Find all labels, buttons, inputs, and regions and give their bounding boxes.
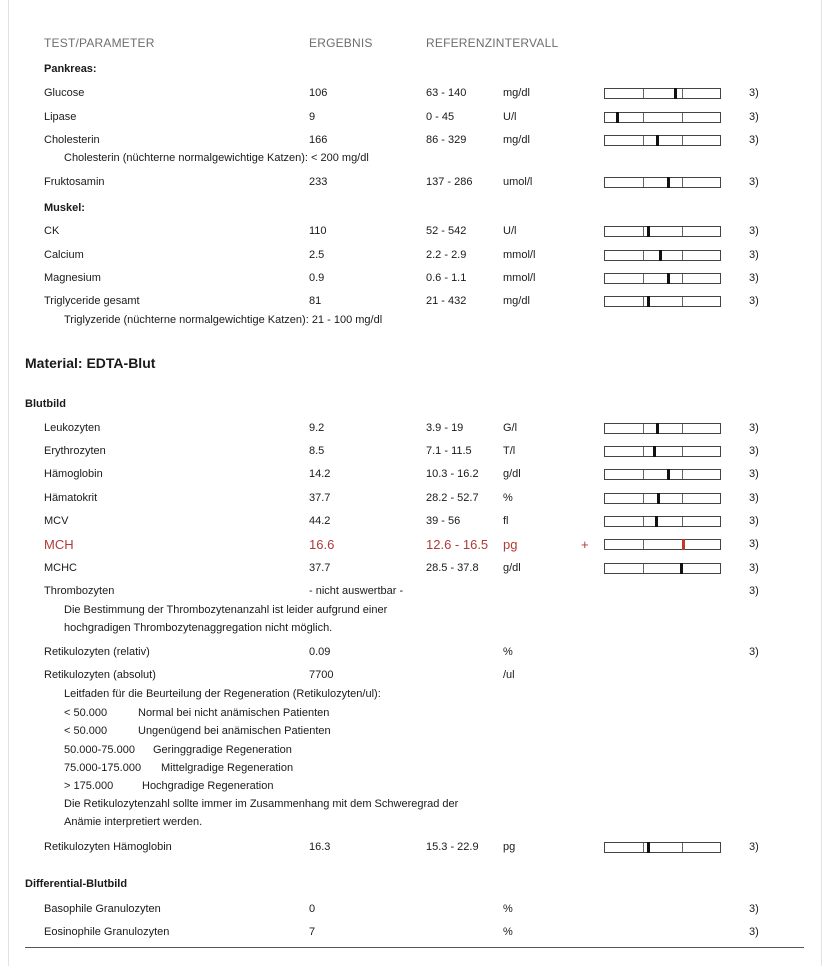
test-reference: 137 - 286 [426, 176, 473, 188]
test-unit: U/l [503, 111, 517, 123]
guide-title: Leitfaden für die Beurteilung der Regeneration (Retikulozyten/ul): [64, 688, 381, 700]
gauge-marker [667, 177, 670, 188]
test-unit: pg [503, 537, 518, 552]
gauge-marker [657, 493, 660, 504]
gauge-marker [653, 446, 656, 457]
guide-range: > 175.000 [64, 780, 114, 793]
test-result: 16.6 [309, 537, 335, 552]
gauge-tick [643, 470, 644, 479]
gauge-tick [643, 843, 644, 852]
test-reference: 86 - 329 [426, 134, 467, 146]
test-unit: fl [503, 515, 509, 527]
test-unit: g/dl [503, 468, 521, 480]
test-result: 0 [309, 903, 316, 915]
test-result: 8.5 [309, 445, 325, 457]
test-name: CK [44, 225, 60, 237]
test-unit: % [503, 903, 513, 915]
guide-text: Ungenügend bei anämischen Patienten [138, 725, 331, 738]
test-name: Magnesium [44, 272, 101, 284]
test-result: 0.09 [309, 646, 331, 658]
gauge-tick [682, 470, 683, 479]
test-result: 44.2 [309, 515, 331, 527]
range-gauge [604, 88, 721, 99]
test-unit: % [503, 646, 513, 658]
gauge-tick [643, 540, 644, 549]
footnote-ref: 3) [749, 295, 759, 307]
gauge-marker [680, 563, 683, 574]
footnote-ref: 3) [749, 538, 759, 550]
footnote-ref: 3) [749, 468, 759, 480]
test-unit: T/l [503, 445, 516, 457]
range-gauge [604, 112, 721, 123]
footnote-ref: 3) [749, 176, 759, 188]
test-unit: U/l [503, 225, 517, 237]
test-reference: 10.3 - 16.2 [426, 468, 479, 480]
gauge-marker [647, 296, 650, 307]
gauge-marker [682, 539, 685, 550]
test-result: 233 [309, 176, 328, 188]
test-reference: 2.2 - 2.9 [426, 249, 467, 261]
test-name: Retikulozyten Hämoglobin [44, 841, 172, 853]
test-unit: umol/l [503, 176, 533, 188]
test-result: 2.5 [309, 249, 325, 261]
range-gauge [604, 842, 721, 853]
gauge-marker [647, 842, 650, 853]
footnote-ref: 3) [749, 562, 759, 574]
guide-text: Mittelgradige Regeneration [161, 761, 294, 774]
test-name: Glucose [44, 87, 85, 99]
reference-note: Triglyzeride (nüchterne normalgewichtige Katzen): 21 - 100 mg/dl [64, 314, 383, 326]
test-name: Calcium [44, 249, 84, 261]
test-result: 37.7 [309, 562, 331, 574]
test-reference: 0.6 - 1.1 [426, 272, 467, 284]
test-result: 9 [309, 111, 316, 123]
test-reference: 21 - 432 [426, 295, 467, 307]
gauge-tick [682, 517, 683, 526]
footnote-ref: 3) [749, 87, 759, 99]
range-gauge [604, 446, 721, 457]
range-gauge [604, 296, 721, 307]
gauge-tick [643, 274, 644, 283]
gauge-marker [616, 112, 619, 123]
test-name: MCHC [44, 562, 77, 574]
test-unit: mmol/l [503, 249, 536, 261]
footnote-ref: 3) [749, 272, 759, 284]
group-title: Blutbild [25, 398, 66, 410]
range-gauge [604, 539, 721, 550]
test-unit: /ul [503, 669, 515, 681]
section-title: Pankreas: [44, 63, 97, 75]
test-reference: 12.6 - 16.5 [426, 537, 489, 552]
test-result: 106 [309, 87, 328, 99]
guide-range: < 50.000 [64, 725, 108, 738]
test-name: Triglyceride gesamt [44, 295, 140, 307]
range-gauge [604, 493, 721, 504]
guide-range: < 50.000 [64, 707, 108, 719]
footnote-ref: 3) [749, 225, 759, 237]
footnote-ref: 3) [749, 134, 759, 146]
guide-text: Hochgradige Regeneration [142, 780, 274, 793]
test-name: Thrombozyten [44, 585, 115, 597]
test-name: Hämoglobin [44, 468, 103, 480]
test-unit: mg/dl [503, 134, 530, 146]
bottom-divider [25, 947, 804, 948]
range-gauge [604, 250, 721, 261]
footnote-ref: 3) [749, 646, 759, 658]
gauge-tick [682, 136, 683, 145]
test-result: 16.3 [309, 841, 331, 853]
test-result: 166 [309, 134, 328, 146]
gauge-tick [643, 494, 644, 503]
test-result: 14.2 [309, 468, 331, 480]
comment-line: Anämie interpretiert werden. [64, 816, 203, 828]
test-reference: 28.2 - 52.7 [426, 492, 479, 504]
footnote-ref: 3) [749, 903, 759, 915]
gauge-tick [682, 89, 683, 98]
gauge-tick [643, 447, 644, 456]
test-unit: mg/dl [503, 295, 530, 307]
gauge-tick [643, 178, 644, 187]
gauge-tick [643, 227, 644, 236]
test-name: Hämatokrit [44, 492, 98, 504]
test-unit: % [503, 926, 513, 938]
test-name: Leukozyten [44, 422, 101, 434]
test-reference: 63 - 140 [426, 87, 467, 99]
test-reference: 39 - 56 [426, 515, 461, 527]
test-reference: 3.9 - 19 [426, 422, 464, 434]
gauge-tick [682, 424, 683, 433]
test-reference: 52 - 542 [426, 225, 467, 237]
footnote-ref: 3) [749, 422, 759, 434]
section-title: Muskel: [44, 202, 85, 214]
footnote-ref: 3) [749, 111, 759, 123]
gauge-marker [655, 516, 658, 527]
test-name: Basophile Granulozyten [44, 903, 161, 915]
footnote-ref: 3) [749, 585, 759, 597]
gauge-tick [643, 424, 644, 433]
gauge-tick [682, 447, 683, 456]
column-header-result: ERGEBNIS [309, 36, 373, 50]
footnote-ref: 3) [749, 249, 759, 261]
test-reference: 15.3 - 22.9 [426, 841, 479, 853]
gauge-tick [682, 113, 683, 122]
test-result: 110 [309, 225, 327, 237]
gauge-marker [647, 226, 650, 237]
gauge-tick [682, 494, 683, 503]
gauge-tick [643, 251, 644, 260]
footnote-ref: 3) [749, 445, 759, 457]
gauge-tick [643, 297, 644, 306]
range-gauge [604, 177, 721, 188]
test-name: Retikulozyten (relativ) [44, 646, 150, 658]
gauge-marker [667, 273, 670, 284]
test-name: Lipase [44, 111, 77, 123]
gauge-marker [667, 469, 670, 480]
test-reference: 0 - 45 [426, 111, 455, 123]
gauge-tick [643, 517, 644, 526]
guide-text: Normal bei nicht anämischen Patienten [138, 707, 330, 719]
footnote-ref: 3) [749, 841, 759, 853]
gauge-marker [656, 135, 659, 146]
gauge-tick [643, 564, 644, 573]
range-gauge [604, 226, 721, 237]
test-flag: + [581, 537, 589, 552]
test-result: 7 [309, 926, 316, 938]
test-result: 9.2 [309, 422, 325, 434]
test-name: Cholesterin [44, 134, 100, 146]
comment-line: hochgradigen Thrombozytenaggregation nicht möglich. [64, 622, 333, 634]
gauge-tick [682, 178, 683, 187]
guide-range: 50.000-75.000 [64, 743, 135, 756]
range-gauge [604, 135, 721, 146]
gauge-tick [682, 297, 683, 306]
test-reference: 7.1 - 11.5 [426, 445, 472, 457]
test-unit: G/l [503, 422, 518, 434]
gauge-marker [656, 423, 659, 434]
test-unit: mg/dl [503, 87, 530, 99]
test-result: 37.7 [309, 492, 331, 504]
test-result: 7700 [309, 669, 334, 681]
gauge-tick [682, 251, 683, 260]
test-reference: 28.5 - 37.8 [426, 562, 479, 574]
gauge-marker [674, 88, 677, 99]
test-result: - nicht auswertbar - [309, 585, 404, 597]
range-gauge [604, 516, 721, 527]
test-unit: g/dl [503, 562, 521, 574]
comment-line: Die Retikulozytenzahl sollte immer im Zusammenhang mit dem Schweregrad der [64, 798, 459, 810]
test-name: Fruktosamin [44, 176, 105, 188]
gauge-tick [643, 136, 644, 145]
test-name: Retikulozyten (absolut) [44, 669, 156, 681]
range-gauge [604, 423, 721, 434]
footnote-ref: 3) [749, 926, 759, 938]
column-header-reference: REFERENZINTERVALL [426, 36, 559, 50]
test-name: MCV [44, 515, 69, 527]
gauge-tick [643, 113, 644, 122]
reference-note: Cholesterin (nüchterne normalgewichtige Katzen): < 200 mg/dl [64, 152, 369, 164]
footnote-ref: 3) [749, 515, 759, 527]
guide-text: Geringgradige Regeneration [153, 743, 292, 756]
range-gauge [604, 563, 721, 574]
range-gauge [604, 469, 721, 480]
footnote-ref: 3) [749, 492, 759, 504]
test-unit: mmol/l [503, 272, 536, 284]
column-header-test: TEST/PARAMETER [44, 36, 155, 50]
test-result: 0.9 [309, 272, 325, 284]
test-unit: % [503, 492, 513, 504]
gauge-tick [682, 843, 683, 852]
gauge-tick [643, 89, 644, 98]
test-name: Erythrozyten [44, 445, 106, 457]
material-heading: Material: EDTA-Blut [25, 355, 156, 371]
test-result: 81 [309, 295, 322, 307]
test-unit: pg [503, 841, 516, 853]
gauge-marker [659, 250, 662, 261]
guide-range: 75.000-175.000 [64, 761, 142, 774]
group-title: Differential-Blutbild [25, 878, 128, 890]
range-gauge [604, 273, 721, 284]
test-name: Eosinophile Granulozyten [44, 926, 170, 938]
gauge-tick [682, 227, 683, 236]
gauge-tick [682, 274, 683, 283]
comment-line: Die Bestimmung der Thrombozytenanzahl ist leider aufgrund einer [64, 604, 388, 616]
test-name: MCH [44, 537, 74, 552]
